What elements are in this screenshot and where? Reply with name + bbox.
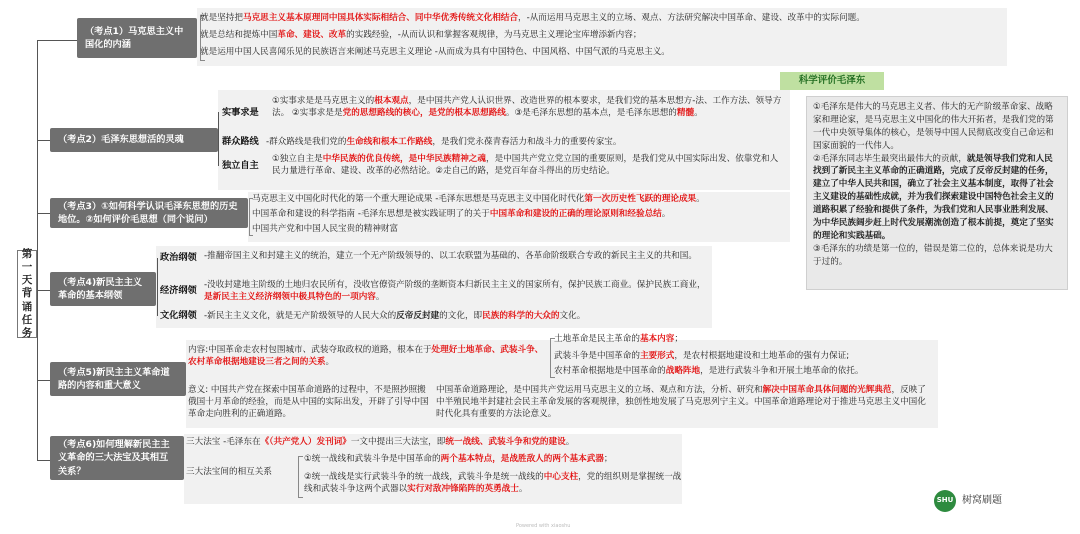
connector-k1	[37, 40, 77, 41]
topic-k2: （考点2）毛泽东思想活的灵魂	[50, 128, 218, 152]
k4-text-economic: -没收封建地主阶级的土地归农民所有，没收官僚资产阶级的垄断资本归新民主主义的国家所有，保护民族工商业。保护民族工商业，是新民主主义经济纲领中极具特色的一项内容。	[204, 280, 706, 303]
brace-k6	[298, 456, 303, 498]
k5-bullet-3: 农村革命根据地是中国革命的战略阵地，是进行武装斗争和开展土地革命的依托。	[554, 366, 864, 376]
k1-line-2: 就是总结和提炼中国革命、建设、改革的实践经验，-从而认识和掌握客观规律，为马克思主义理论宝库增添新内容；	[200, 30, 642, 40]
evaluation-point-2: ②毛泽东同志毕生最突出最伟大的贡献，就是领导我们党和人民找到了新民主主义革命的正确道路，完成了反帝反封建的任务，建立了中华人民共和国，确立了社会主义基本制度，取得了社会主义建设的基础性成就，并为我们探索建设中国特色社会主义的道路积累了经验和提供了条件，为我们党和人民事业胜利发展、为中华民族阔步赶上时代发展潮流创造了根本前提，奠定了坚实的理论和实践基础。	[813, 153, 1054, 241]
k6-relation-label: 三大法宝间的相互关系	[186, 467, 272, 477]
k5-significance-theory: 中国革命道路理论，是中国共产党运用马克思主义的立场、观点和方法，分析、研究和解决中国革命具体问题的光辉典范，反映了中半殖民地半封建社会民主革命发展的客观规律，独创性地发展了马克思列宁主义。中国革命道路理论对于推进马克思主义中国化时代化具有重要的方法论意义。	[436, 385, 926, 420]
k4-label-political: 政治纲领	[160, 252, 197, 263]
connector-k2	[37, 140, 50, 141]
topic-k6: （考点6)如何理解新民主主义革命的三大法宝及其相互关系？	[50, 436, 184, 480]
k2-text-shishiqiushi: ①实事求是是马克思主义的根本观点，是中国共产党人认识世界、改造世界的根本要求，是我们党的基本思想方-法、工作方法、领导方法。 ②实事求是是党的思想路线的核心，是党的根本思想路线。③是毛泽东思想的基本点，是毛泽东思想的精髓。	[272, 96, 782, 119]
k5-content: 内容:中国革命走农村包围城市、武装夺取政权的道路，根本在于处理好土地革命、武装斗争、农村革命根据地建设三者之间的关系。	[188, 345, 544, 368]
topic-k1: （考点1）马克思主义中国化的内涵	[77, 18, 197, 58]
evaluation-panel	[806, 96, 1068, 290]
k2-label-qunzhong: 群众路线	[222, 136, 259, 147]
connector-k3	[37, 213, 50, 214]
k2-text-duli: ①独立自主是中华民族的优良传统，是中华民族精神之魂，是中国共产党立党立国的重要原则，是我们党从中国实际出发、依靠党和人民力量进行革命、建设、改革的必然结论。②走自己的路，是党百年奋斗得出的历史结论。	[272, 154, 779, 177]
k6-relation-1: ①统一战线和武装斗争是中国革命的两个基本特点，是战胜敌人的两个基本武器；	[304, 454, 613, 464]
evaluation-point-3: ③毛泽东的功绩是第一位的，错误是第二位的，总体来说是功大于过的。	[813, 243, 1053, 267]
k4-label-economic: 经济纲领	[160, 285, 197, 296]
connector-k5	[37, 380, 50, 381]
k1-line-1: 就是坚持把马克思主义基本原理同中国具体实际相结合、同中华优秀传统文化相结合，-从而运用马克思主义的立场、观点、方法研究解决中国革命、建设、改革中的实际问题。	[200, 13, 865, 23]
k6-three-treasures: 三大法宝 -毛泽东在《（共产党人）发刊词》一文中提出三大法宝，即统一战线、武装斗争和党的建设。	[186, 437, 575, 447]
k2-label-duli: 独立自主	[222, 160, 259, 171]
k2-label-shishiqiushi: 实事求是	[222, 107, 259, 118]
brand-logo: SHU	[934, 490, 956, 512]
k5-bullet-2: 武装斗争是中国革命的主要形式，是农村根据地建设和土地革命的强有力保证;	[554, 351, 850, 361]
brand-name: 树窝刷题	[962, 495, 1002, 506]
k4-label-cultural: 文化纲领	[160, 310, 197, 321]
k5-bullet-1: 土地革命是民主革命的基本内容；	[554, 334, 683, 344]
k2-text-qunzhong: -群众路线是我们党的生命线和根本工作路线，是我们党永葆青春活力和战斗力的重要传家宝。	[266, 137, 622, 147]
topic-k4: （考点4)新民主主义革命的基本纲领	[50, 272, 156, 306]
topic-k5: （考点5)新民主主义革命道路的内容和重大意义	[50, 362, 186, 396]
k3-line-1: 马克思主义中国化时代化的第一个重大理论成果 -毛泽东思想是马克思主义中国化时代化第一次历史性飞跃的理论成果。	[252, 194, 705, 204]
evaluation-badge: 科学评价毛泽东	[780, 72, 884, 90]
connector-trunk	[37, 40, 38, 460]
k4-text-cultural: -新民主主义文化，就是无产阶级领导的人民大众的反帝反封建的文化，即民族的科学的大众的文化。	[204, 311, 586, 321]
connector-k6	[37, 460, 50, 461]
topic-k3: （考点3）①如何科学认识毛泽东思想的历史地位。②如何评价毛思想（同个说问）	[50, 198, 248, 228]
root-label: 第一天背诵任务	[17, 250, 37, 338]
k4-branch	[157, 258, 158, 316]
k6-relation-2: ②统一战线是实行武装斗争的统一战线，武装斗争是统一战线的中心支柱，党的组织则是掌握统一战线和武装斗争这两个武器以实行对敌冲锋陷阵的英勇战士。	[304, 472, 682, 495]
watermark-text: Powered with xiaoshu	[516, 523, 571, 529]
k1-line-3: 就是运用中国人民喜闻乐见的民族语言来阐述马克思主义理论 -从而成为具有中国特色、中国风格、中国气派的马克思主义。	[200, 47, 670, 57]
k5-significance: 意义: 中国共产党在探索中国革命道路的过程中，不是照抄照搬俄国十月革命的经验，而是从中国的实际出发，开辟了引导中国革命走向胜利的正确道路。	[188, 385, 429, 420]
k3-line-2: 中国革命和建设的科学指南 -毛泽东思想是被实践证明了的关于中国革命和建设的正确的理论原则和经验总结。	[252, 209, 671, 219]
connector-k4	[37, 290, 50, 291]
k2-branch	[218, 112, 219, 166]
k4-text-political: -推翻帝国主义和封建主义的统治，建立一个无产阶级领导的、以工农联盟为基础的、各革命阶级联合专政的新民主主义的共和国。	[204, 251, 697, 261]
evaluation-point-1: ①毛泽东是伟大的马克思主义者、伟大的无产阶级革命家、战略家和理论家，是马克思主义中国化的伟大开拓者，是我们党的第一代中央领导集体的核心，是领导中国人民彻底改变自己命运和国家面貌的一代伟人。	[813, 102, 1054, 151]
k3-line-3: 中国共产党和中国人民宝贵的精神财富	[252, 224, 399, 234]
